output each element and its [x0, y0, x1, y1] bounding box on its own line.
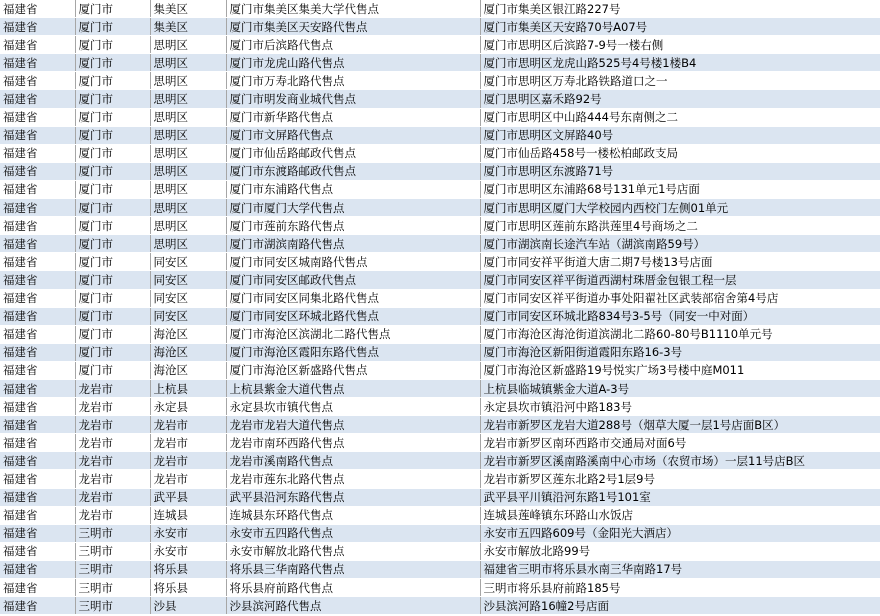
- address-cell[interactable]: 厦门市思明区莲前东路洪莲里4号商场之二: [480, 217, 880, 235]
- province-cell[interactable]: 福建省: [0, 560, 75, 578]
- district-cell[interactable]: 集美区: [150, 0, 226, 18]
- outlet-name-cell[interactable]: 武平县沿河东路代售点: [226, 488, 480, 506]
- province-cell[interactable]: 福建省: [0, 162, 75, 180]
- province-cell[interactable]: 福建省: [0, 199, 75, 217]
- city-cell[interactable]: 厦门市: [75, 162, 150, 180]
- province-cell[interactable]: 福建省: [0, 542, 75, 560]
- district-cell[interactable]: 思明区: [150, 126, 226, 144]
- city-cell[interactable]: 龙岩市: [75, 452, 150, 470]
- outlet-name-cell[interactable]: 永安市五四路代售点: [226, 524, 480, 542]
- city-cell[interactable]: 龙岩市: [75, 470, 150, 488]
- address-cell[interactable]: 厦门市思明区文屏路40号: [480, 126, 880, 144]
- outlet-name-cell[interactable]: 厦门市仙岳路邮政代售点: [226, 144, 480, 162]
- outlet-name-cell[interactable]: 上杭县紫金大道代售点: [226, 379, 480, 397]
- province-cell[interactable]: 福建省: [0, 180, 75, 198]
- outlet-name-cell[interactable]: 厦门市同安区同集北路代售点: [226, 289, 480, 307]
- province-cell[interactable]: 福建省: [0, 579, 75, 597]
- province-cell[interactable]: 福建省: [0, 307, 75, 325]
- table-row: [0, 434, 880, 452]
- address-cell[interactable]: 永定县坎市镇沿河中路183号: [480, 398, 880, 416]
- city-cell[interactable]: 厦门市: [75, 307, 150, 325]
- table-row: [0, 0, 880, 18]
- province-cell[interactable]: 福建省: [0, 36, 75, 54]
- province-cell[interactable]: 福建省: [0, 18, 75, 36]
- province-cell[interactable]: 福建省: [0, 126, 75, 144]
- outlet-name-cell[interactable]: 龙岩市溪南路代售点: [226, 452, 480, 470]
- city-cell[interactable]: 龙岩市: [75, 379, 150, 397]
- table-row: [0, 325, 880, 343]
- district-cell[interactable]: 永定县: [150, 398, 226, 416]
- table-row: [0, 144, 880, 162]
- address-cell[interactable]: 厦门市同安区环城北路834号3-5号（同安一中对面）: [480, 307, 880, 325]
- outlet-name-cell[interactable]: 厦门市明发商业城代售点: [226, 90, 480, 108]
- district-cell[interactable]: 思明区: [150, 180, 226, 198]
- address-cell[interactable]: 上杭县临城镇紫金大道A-3号: [480, 379, 880, 397]
- address-cell[interactable]: 永安市解放北路99号: [480, 542, 880, 560]
- city-cell[interactable]: 厦门市: [75, 180, 150, 198]
- outlet-name-cell[interactable]: 沙县滨河路代售点: [226, 597, 480, 615]
- address-cell[interactable]: 龙岩市新罗区溪南路溪南中心市场（农贸市场）一层11号店B区: [480, 452, 880, 470]
- outlet-name-cell[interactable]: 厦门市同安区邮政代售点: [226, 271, 480, 289]
- address-cell[interactable]: 沙县滨河路16幢2号店面: [480, 597, 880, 615]
- city-cell[interactable]: 厦门市: [75, 361, 150, 379]
- table-row: [0, 217, 880, 235]
- district-cell[interactable]: 海沧区: [150, 343, 226, 361]
- address-cell[interactable]: 厦门市同安祥平街道大唐二期7号楼13号店面: [480, 253, 880, 271]
- address-cell[interactable]: 厦门市思明区厦门大学校园内西校门左侧01单元: [480, 199, 880, 217]
- district-cell[interactable]: 思明区: [150, 90, 226, 108]
- province-cell[interactable]: 福建省: [0, 271, 75, 289]
- outlet-name-cell[interactable]: 厦门市莲前东路代售点: [226, 217, 480, 235]
- province-cell[interactable]: 福建省: [0, 434, 75, 452]
- district-cell[interactable]: 沙县: [150, 597, 226, 615]
- city-cell[interactable]: 厦门市: [75, 126, 150, 144]
- address-cell[interactable]: 厦门市思明区东浦路68号131单元1号店面: [480, 180, 880, 198]
- outlet-name-cell[interactable]: 厦门市集美区天安路代售点: [226, 18, 480, 36]
- address-cell[interactable]: 三明市将乐县府前路185号: [480, 579, 880, 597]
- address-cell[interactable]: 厦门市海沧区新阳街道霞阳东路16-3号: [480, 343, 880, 361]
- district-cell[interactable]: 同安区: [150, 307, 226, 325]
- city-cell[interactable]: 厦门市: [75, 235, 150, 253]
- outlet-name-cell[interactable]: 厦门市龙虎山路代售点: [226, 54, 480, 72]
- outlet-name-cell[interactable]: 永安市解放北路代售点: [226, 542, 480, 560]
- outlet-name-cell[interactable]: 厦门市东渡路邮政代售点: [226, 162, 480, 180]
- district-cell[interactable]: 上杭县: [150, 379, 226, 397]
- address-cell[interactable]: 龙岩市新罗区龙岩大道288号（烟草大厦一层1号店面B区）: [480, 416, 880, 434]
- address-cell[interactable]: 龙岩市新罗区莲东北路2号1层9号: [480, 470, 880, 488]
- province-cell[interactable]: 福建省: [0, 235, 75, 253]
- address-cell[interactable]: 厦门市同安区祥平街道西湖村珠厝金包银工程一层: [480, 271, 880, 289]
- table-row: [0, 452, 880, 470]
- table-row: [0, 416, 880, 434]
- district-cell[interactable]: 同安区: [150, 271, 226, 289]
- address-cell[interactable]: 厦门市集美区天安路70号A07号: [480, 18, 880, 36]
- district-cell[interactable]: 龙岩市: [150, 416, 226, 434]
- province-cell[interactable]: 福建省: [0, 217, 75, 235]
- city-cell[interactable]: 厦门市: [75, 289, 150, 307]
- outlet-name-cell[interactable]: 厦门市新华路代售点: [226, 108, 480, 126]
- address-cell[interactable]: 连城县莲峰镇东环路山水饭店: [480, 506, 880, 524]
- district-cell[interactable]: 集美区: [150, 18, 226, 36]
- address-cell[interactable]: 厦门市仙岳路458号一楼松柏邮政支局: [480, 144, 880, 162]
- table-row: [0, 126, 880, 144]
- city-cell[interactable]: 龙岩市: [75, 416, 150, 434]
- table-row: [0, 253, 880, 271]
- table-row: [0, 162, 880, 180]
- outlet-name-cell[interactable]: 厦门市湖滨南路代售点: [226, 235, 480, 253]
- province-cell[interactable]: 福建省: [0, 416, 75, 434]
- city-cell[interactable]: 龙岩市: [75, 398, 150, 416]
- city-cell[interactable]: 厦门市: [75, 271, 150, 289]
- table-row: [0, 560, 880, 578]
- province-cell[interactable]: 福建省: [0, 361, 75, 379]
- province-cell[interactable]: 福建省: [0, 488, 75, 506]
- address-cell[interactable]: 厦门市思明区中山路444号东南侧之二: [480, 108, 880, 126]
- table-row: [0, 470, 880, 488]
- province-cell[interactable]: 福建省: [0, 343, 75, 361]
- address-cell[interactable]: 厦门市思明区后滨路7-9号一楼右侧: [480, 36, 880, 54]
- city-cell[interactable]: 厦门市: [75, 217, 150, 235]
- table-row: [0, 524, 880, 542]
- province-cell[interactable]: 福建省: [0, 72, 75, 90]
- district-cell[interactable]: 连城县: [150, 506, 226, 524]
- address-cell[interactable]: 武平县平川镇沿河东路1号101室: [480, 488, 880, 506]
- province-cell[interactable]: 福建省: [0, 524, 75, 542]
- district-cell[interactable]: 思明区: [150, 162, 226, 180]
- outlet-name-cell[interactable]: 厦门市厦门大学代售点: [226, 199, 480, 217]
- outlet-name-cell[interactable]: 厦门市海沧区霞阳东路代售点: [226, 343, 480, 361]
- district-cell[interactable]: 海沧区: [150, 325, 226, 343]
- province-cell[interactable]: 福建省: [0, 253, 75, 271]
- table-row: [0, 597, 880, 615]
- address-cell[interactable]: 永安市五四路609号（金阳光大酒店）: [480, 524, 880, 542]
- district-cell[interactable]: 思明区: [150, 36, 226, 54]
- district-cell[interactable]: 思明区: [150, 217, 226, 235]
- table-row: [0, 579, 880, 597]
- district-cell[interactable]: 思明区: [150, 108, 226, 126]
- province-cell[interactable]: 福建省: [0, 597, 75, 615]
- table-row: [0, 36, 880, 54]
- table-row: [0, 108, 880, 126]
- province-cell[interactable]: 福建省: [0, 144, 75, 162]
- city-cell[interactable]: 厦门市: [75, 90, 150, 108]
- outlet-name-cell[interactable]: 龙岩市南环西路代售点: [226, 434, 480, 452]
- city-cell[interactable]: 三明市: [75, 597, 150, 615]
- city-cell[interactable]: 厦门市: [75, 343, 150, 361]
- province-cell[interactable]: 福建省: [0, 325, 75, 343]
- address-cell[interactable]: 厦门市集美区银江路227号: [480, 0, 880, 18]
- district-cell[interactable]: 将乐县: [150, 579, 226, 597]
- district-cell[interactable]: 将乐县: [150, 560, 226, 578]
- city-cell[interactable]: 三明市: [75, 524, 150, 542]
- province-cell[interactable]: 福建省: [0, 379, 75, 397]
- outlet-name-cell[interactable]: 永定县坎市镇代售点: [226, 398, 480, 416]
- table-row: [0, 343, 880, 361]
- table-row: [0, 72, 880, 90]
- table-row: [0, 271, 880, 289]
- table-row: [0, 379, 880, 397]
- district-cell[interactable]: 龙岩市: [150, 434, 226, 452]
- city-cell[interactable]: 龙岩市: [75, 488, 150, 506]
- address-cell[interactable]: 厦门市湖滨南长途汽车站（湖滨南路59号）: [480, 235, 880, 253]
- city-cell[interactable]: 厦门市: [75, 72, 150, 90]
- address-cell[interactable]: 厦门市思明区龙虎山路525号4号楼1楼B4: [480, 54, 880, 72]
- outlet-name-cell[interactable]: 厦门市集美区集美大学代售点: [226, 0, 480, 18]
- address-cell[interactable]: 厦门市海沧区新盛路19号悦实广场3号楼中庭M011: [480, 361, 880, 379]
- district-cell[interactable]: 永安市: [150, 542, 226, 560]
- city-cell[interactable]: 三明市: [75, 579, 150, 597]
- outlet-name-cell[interactable]: 厦门市海沧区滨湖北二路代售点: [226, 325, 480, 343]
- district-cell[interactable]: 海沧区: [150, 361, 226, 379]
- outlet-name-cell[interactable]: 将乐县三华南路代售点: [226, 560, 480, 578]
- outlet-name-cell[interactable]: 厦门市海沧区新盛路代售点: [226, 361, 480, 379]
- province-cell[interactable]: 福建省: [0, 54, 75, 72]
- province-cell[interactable]: 福建省: [0, 398, 75, 416]
- table-row: [0, 542, 880, 560]
- city-cell[interactable]: 龙岩市: [75, 506, 150, 524]
- outlet-name-cell[interactable]: 厦门市后滨路代售点: [226, 36, 480, 54]
- outlet-name-cell[interactable]: 厦门市文屏路代售点: [226, 126, 480, 144]
- city-cell[interactable]: 三明市: [75, 542, 150, 560]
- district-cell[interactable]: 龙岩市: [150, 452, 226, 470]
- city-cell[interactable]: 厦门市: [75, 54, 150, 72]
- outlet-name-cell[interactable]: 厦门市东浦路代售点: [226, 180, 480, 198]
- address-cell[interactable]: 龙岩市新罗区南环西路市交通局对面6号: [480, 434, 880, 452]
- table-row: [0, 18, 880, 36]
- outlet-name-cell[interactable]: 连城县东环路代售点: [226, 506, 480, 524]
- province-cell[interactable]: 福建省: [0, 289, 75, 307]
- address-cell[interactable]: 厦门市同安区祥平街道办事处阳翟社区武装部宿舍第4号店: [480, 289, 880, 307]
- province-cell[interactable]: 福建省: [0, 470, 75, 488]
- outlet-name-cell[interactable]: 厦门市同安区环城北路代售点: [226, 307, 480, 325]
- district-cell[interactable]: 永安市: [150, 524, 226, 542]
- district-cell[interactable]: 思明区: [150, 54, 226, 72]
- city-cell[interactable]: 厦门市: [75, 325, 150, 343]
- address-cell[interactable]: 厦门思明区嘉禾路92号: [480, 90, 880, 108]
- table-row: [0, 398, 880, 416]
- table-row: [0, 361, 880, 379]
- outlet-name-cell[interactable]: 厦门市万寿北路代售点: [226, 72, 480, 90]
- province-cell[interactable]: 福建省: [0, 506, 75, 524]
- city-cell[interactable]: 厦门市: [75, 0, 150, 18]
- table-row: [0, 235, 880, 253]
- outlet-name-cell[interactable]: 将乐县府前路代售点: [226, 579, 480, 597]
- table-row: [0, 506, 880, 524]
- district-cell[interactable]: 思明区: [150, 199, 226, 217]
- outlet-name-cell[interactable]: 龙岩市龙岩大道代售点: [226, 416, 480, 434]
- table-row: [0, 54, 880, 72]
- city-cell[interactable]: 厦门市: [75, 144, 150, 162]
- province-cell[interactable]: 福建省: [0, 452, 75, 470]
- city-cell[interactable]: 厦门市: [75, 199, 150, 217]
- table-row: [0, 199, 880, 217]
- address-cell[interactable]: 厦门市思明区万寿北路铁路道口之一: [480, 72, 880, 90]
- district-cell[interactable]: 同安区: [150, 289, 226, 307]
- district-cell[interactable]: 武平县: [150, 488, 226, 506]
- city-cell[interactable]: 厦门市: [75, 108, 150, 126]
- city-cell[interactable]: 龙岩市: [75, 434, 150, 452]
- outlet-name-cell[interactable]: 厦门市同安区城南路代售点: [226, 253, 480, 271]
- address-cell[interactable]: 厦门市思明区东渡路71号: [480, 162, 880, 180]
- district-cell[interactable]: 龙岩市: [150, 470, 226, 488]
- district-cell[interactable]: 思明区: [150, 235, 226, 253]
- city-cell[interactable]: 厦门市: [75, 253, 150, 271]
- province-cell[interactable]: 福建省: [0, 108, 75, 126]
- table-row: [0, 180, 880, 198]
- city-cell[interactable]: 厦门市: [75, 18, 150, 36]
- address-cell[interactable]: 福建省三明市将乐县水南三华南路17号: [480, 560, 880, 578]
- district-cell[interactable]: 思明区: [150, 144, 226, 162]
- city-cell[interactable]: 厦门市: [75, 36, 150, 54]
- province-cell[interactable]: 福建省: [0, 90, 75, 108]
- district-cell[interactable]: 同安区: [150, 253, 226, 271]
- table-row: [0, 307, 880, 325]
- district-cell[interactable]: 思明区: [150, 72, 226, 90]
- table-row: [0, 488, 880, 506]
- outlet-name-cell[interactable]: 龙岩市莲东北路代售点: [226, 470, 480, 488]
- city-cell[interactable]: 三明市: [75, 560, 150, 578]
- table-row: [0, 289, 880, 307]
- table-row: [0, 90, 880, 108]
- address-cell[interactable]: 厦门市海沧区海沧街道滨湖北二路60-80号B1110单元号: [480, 325, 880, 343]
- province-cell[interactable]: 福建省: [0, 0, 75, 18]
